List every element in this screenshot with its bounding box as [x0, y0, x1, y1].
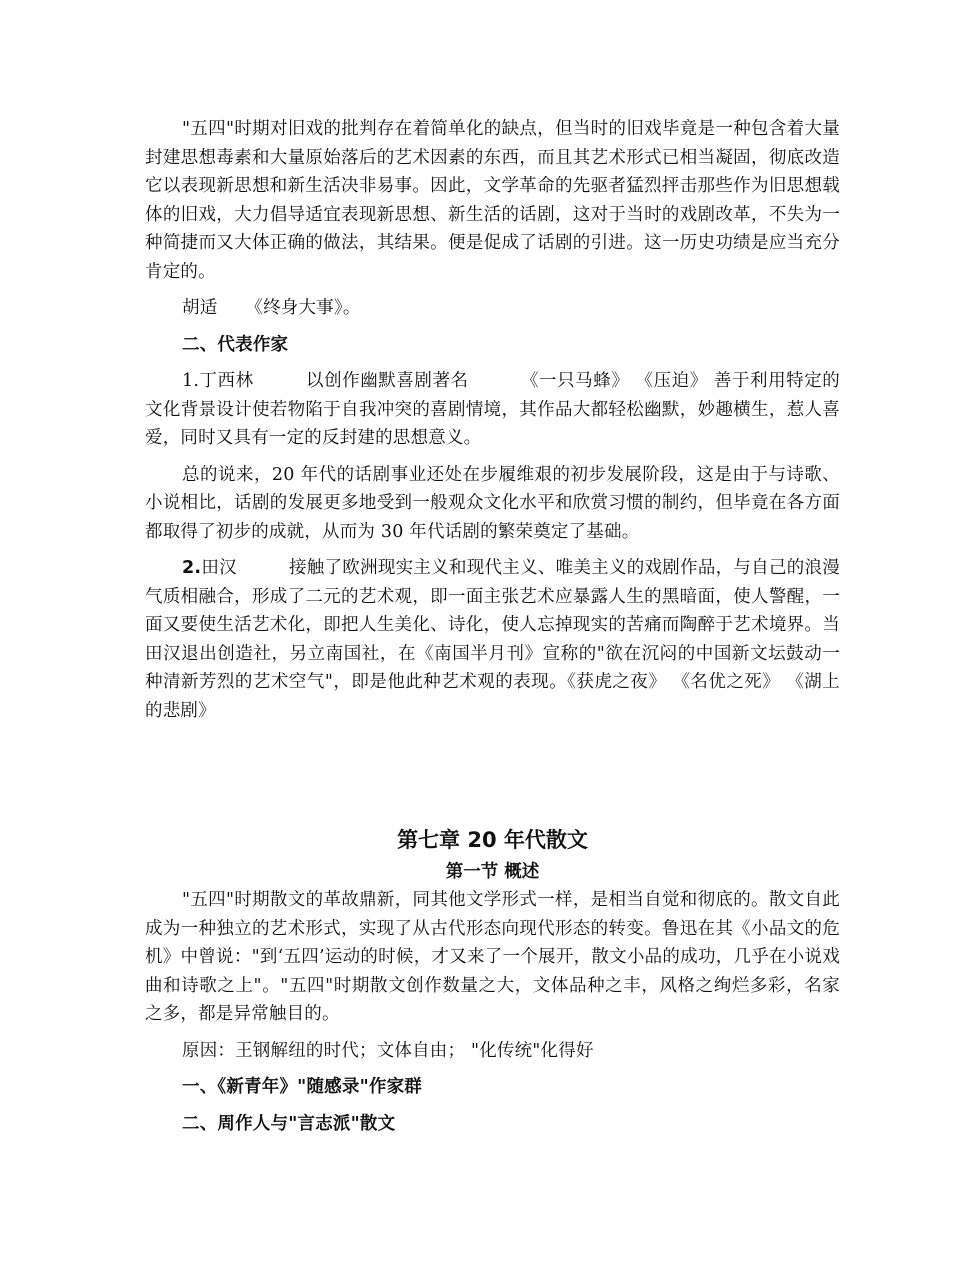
paragraph-summary: 总的说来，20 年代的话剧事业还处在步履维艰的初步发展阶段，这是由于与诗歌、小说相比，话剧的发展更多地受到一般观众文化水平和欣赏习惯的制约，但毕竟在各方面都取得了初步的成就，从而为 30 年代话剧的繁荣奠定了基础。 — [145, 464, 840, 542]
document-body — [145, 115, 840, 1138]
heading-new-youth: 一、《新青年》"随感录"作家群 — [182, 1077, 422, 1097]
tianhan-number: 2. — [182, 558, 202, 578]
dingxilin-desc: 以创作幽默喜剧著名 — [305, 371, 469, 391]
heading-representative-writers: 二、代表作家 — [182, 334, 289, 355]
dingxilin-works: 《一只马蜂》 《压迫》 — [520, 371, 708, 391]
paragraph-overview: "五四"时期散文的革故鼎新，同其他文学形式一样，是相当自觉和彻底的。散文自此成为一种独立的艺术形式，实现了从古代形态向现代形态的转变。鲁迅在其《小品文的危机》中曾说："到‘五四’运动的时候，才又来了一个展开，散文小品的成功，几乎在小说戏曲和诗歌之上"。"五四"时期散文创作数量之大，文体品种之丰，风格之绚烂多彩，名家之多，都是异常触目的。 — [145, 890, 840, 1024]
chapter-title: 第七章 20 年代散文 — [397, 828, 588, 852]
author-hushi: 胡适 — [182, 298, 218, 318]
work-hushi: 《终身大事》。 — [245, 298, 361, 318]
paragraph-reasons: 原因：王钢解纽的时代；文体自由； "化传统"化得好 — [182, 1040, 594, 1061]
tianhan-text: 接触了欧洲现实主义和现代主义、唯美主义的戏剧作品，与自己的浪漫气质相融合，形成了二元的艺术观，即一面主张艺术应暴露人生的黑暗面，使人警醒，一面又要使生活艺术化，即把人生美化、诗化，使人忘掉现实的苦痛而陶醉于艺术境界。当田汉退出创造社，另立南国社，在《南国半月刊》宣称的"欲在沉闷的中国新文坛鼓动一种清新芳烈的艺术空气"，即是他此种艺术观的表现。《获虎之夜》 《名优之死》 《湖上的悲剧》 — [145, 558, 840, 721]
paragraph-tianhan — [145, 554, 840, 725]
heading-zhouzuoren: 二、周作人与"言志派"散文 — [182, 1113, 396, 1134]
author-tianhan: 田汉 — [201, 558, 237, 578]
paragraph-hushi — [145, 294, 840, 323]
section-title: 第一节 概述 — [445, 862, 540, 882]
paragraph-drama-critique: "五四"时期对旧戏的批判存在着简单化的缺点，但当时的旧戏毕竟是一种包含着大量封建思想毒素和大量原始落后的艺术因素的东西，而且其艺术形式已相当凝固，彻底改造它以表现新思想和新生活决非易事。因此，文学革命的先驱者猛烈抨击那些作为旧思想载体的旧戏，大力倡导适宜表现新思想、新生活的话剧，这对于当时的戏剧改革，不失为一种简捷而又大体正确的做法，其结果。便是促成了话剧的引进。这一历史功绩是应当充分肯定的。 — [145, 119, 840, 282]
paragraph-dingxilin — [145, 367, 840, 453]
dingxilin-text: 善于利用特定的文化背景设计使若物陷于自我冲突的喜剧情境，其作品大都轻松幽默，妙趣横生，惹人喜爱，同时又具有一定的反封建的思想意义。 — [145, 371, 841, 448]
author-dingxilin: 1.丁西林 — [182, 371, 254, 391]
